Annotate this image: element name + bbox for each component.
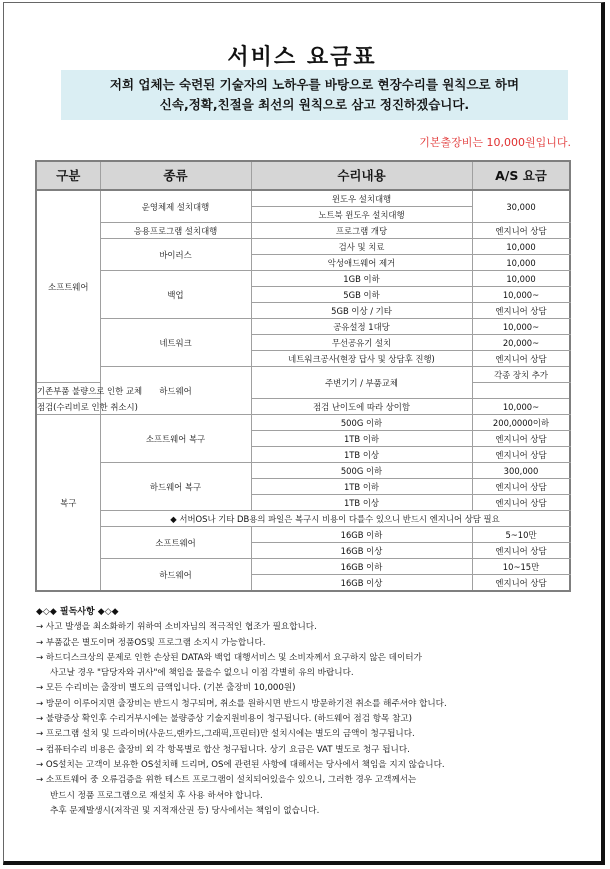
fee-cell: 10~15만 <box>472 559 570 575</box>
banner-line: 저희 업체는 숙련된 기술자의 노하우를 바탕으로 현장수리를 원칙으로 하며 <box>109 77 520 92</box>
fee-cell: 엔지니어 상담 <box>472 495 570 511</box>
type-cell: 백업 <box>100 271 251 319</box>
note-line: → 소프트웨어 중 오류검증을 위한 테스트 프로그램이 설치되어있을수 있으니, 그러한 경우 고객께서는 <box>36 775 417 786</box>
note-line: → 사고 발생을 최소화하기 위하여 소비자님의 적극적인 협조가 필요합니다. <box>36 622 317 633</box>
note-line: 사고날 경우 "담당자와 귀사"에 책임을 물을수 없으니 이점 각별히 유의 바랍니다. <box>50 668 354 679</box>
header-content: 수리내용 <box>251 161 472 190</box>
section-recovery: 복구 <box>36 415 100 592</box>
table-row <box>36 463 570 479</box>
note-line: → 프로그램 설치 및 드라이버(사운드,랜카드,그래픽,프린터)만 설치시에는 별도의 금액이 청구됩니다. <box>36 729 415 740</box>
header-category: 구분 <box>36 161 100 190</box>
banner-line: 신속,정확,친절을 최선의 원칙으로 삼고 정진하겠습니다. <box>159 97 470 112</box>
fee-cell: 30,000 <box>472 190 570 223</box>
content-cell: 프로그램 개당 <box>251 223 472 239</box>
table-row <box>36 223 570 239</box>
fee-cell: 10,000~ <box>472 287 570 303</box>
fee-cell: 엔지니어 상담 <box>472 575 570 592</box>
page-title: 서비스 요금표 <box>227 45 377 70</box>
note-line: → 하드디스크상의 문제로 인한 손상된 DATA와 백업 대행서비스 및 소비자께서 요구하지 않은 데이터가 <box>36 652 422 663</box>
type-cell: 응용프로그램 설치대행 <box>100 223 251 239</box>
content-cell: 1TB 이상 <box>251 447 472 463</box>
type-cell: 하드웨어 복구 <box>100 463 251 511</box>
fee-cell: 10,000 <box>472 255 570 271</box>
table-header-row <box>36 161 570 190</box>
table-row <box>36 367 570 383</box>
type-cell: 소프트웨어 복구 <box>100 415 251 463</box>
note-line: → 방문이 이루어지면 출장비는 반드시 청구되며, 취소를 원하시면 반드시 방문하기전 취소를 해주셔야 합니다. <box>36 698 447 709</box>
header-fee: A/S 요금 <box>472 161 570 190</box>
content-cell: 1TB 이하 <box>251 479 472 495</box>
table-row <box>36 319 570 335</box>
table-row <box>36 190 570 207</box>
table-row <box>36 239 570 255</box>
price-table <box>35 160 571 592</box>
table-row <box>36 559 570 575</box>
type-cell: 하드웨어 <box>100 559 251 592</box>
type-cell: 점검(수리비로 인한 취소시) <box>36 399 100 415</box>
fee-cell: 엔지니어 상담 <box>472 303 570 319</box>
note-line: 반드시 정품 프로그램으로 재설치 후 사용 하셔야 합니다. <box>50 790 263 801</box>
type-cell: 운영체제 설치대행 <box>100 190 251 223</box>
fee-cell: 엔지니어 상담 <box>472 543 570 559</box>
content-cell: 16GB 이상 <box>251 575 472 592</box>
table-row <box>36 415 570 431</box>
content-cell: 네트워크공사(현장 답사 및 상담후 진행) <box>251 351 472 367</box>
notes-section <box>36 605 576 819</box>
type-cell: 바이러스 <box>100 239 251 271</box>
note-line: → 불량증상 확인후 수리거부시에는 불량증상 기술지원비용이 청구됩니다. (하드웨어 점검 항목 참고) <box>36 714 413 725</box>
fee-cell: 엔지니어 상담 <box>472 479 570 495</box>
fee-cell: 10,000 <box>472 239 570 255</box>
note-line: → 부품값은 별도이며 정품OS및 프로그램 소지시 가능합니다. <box>36 637 266 648</box>
content-cell: 검사 및 치료 <box>251 239 472 255</box>
content-cell: 1TB 이상 <box>251 495 472 511</box>
fee-cell: 20,000~ <box>472 335 570 351</box>
note-line: → 모든 수리비는 출장비 별도의 금액입니다. (기본 출장비 10,000원) <box>36 683 296 694</box>
content-cell: 16GB 이상 <box>251 543 472 559</box>
note-line: → OS설치는 고객이 보유한 OS설치해 드리며, OS에 관련된 사항에 대해서는 당사에서 책임을 지지 않습니다. <box>36 759 445 770</box>
fee-cell: 10,000 <box>472 271 570 287</box>
table-row <box>36 511 570 527</box>
fee-cell: 300,000 <box>472 463 570 479</box>
section-software: 소프트웨어 <box>36 190 100 383</box>
type-cell: 주변기기 / 부품교체 <box>251 367 472 399</box>
content-cell: 점검 난이도에 따라 상이함 <box>251 399 472 415</box>
content-cell: 500G 이하 <box>251 415 472 431</box>
content-cell: 1GB 이하 <box>251 271 472 287</box>
content-cell: 공유설정 1대당 <box>251 319 472 335</box>
fee-cell: 5~10만 <box>472 527 570 543</box>
content-cell: 각종 장치 추가 <box>472 367 570 383</box>
header-type: 종류 <box>100 161 251 190</box>
content-cell: 노트북 윈도우 설치대행 <box>251 207 472 223</box>
type-cell: 소프트웨어 <box>100 527 251 559</box>
base-fee-notice: 기본출장비는 10,000원입니다. <box>419 136 571 149</box>
fee-cell: 엔지니어 상담 <box>472 431 570 447</box>
fee-cell: 엔지니어 상담 <box>472 223 570 239</box>
fee-cell: 10,000~ <box>472 399 570 415</box>
type-cell: 네트워크 <box>100 319 251 367</box>
section-hardware: 하드웨어 <box>100 367 251 415</box>
content-cell: 5GB 이상 / 기타 <box>251 303 472 319</box>
intro-banner <box>61 70 568 120</box>
fee-cell: 10,000~ <box>472 319 570 335</box>
fee-cell: 엔지니어 상담 <box>472 447 570 463</box>
content-cell: 16GB 이하 <box>251 559 472 575</box>
content-cell: 1TB 이하 <box>251 431 472 447</box>
notes-header: ◆◇◆ 필독사항 ◆◇◆ <box>36 607 119 617</box>
note-line: → 컴퓨터수리 비용은 출장비 외 각 항목별로 합산 청구됩니다. 상기 요금은 VAT 별도로 청구 됩니다. <box>36 744 410 755</box>
content-cell: 500G 이하 <box>251 463 472 479</box>
content-cell: 기존부품 불량으로 인한 교체 <box>36 383 100 399</box>
fee-cell: 엔지니어 상담 <box>472 351 570 367</box>
recovery-notice: ◆ 서버OS나 기타 DB용의 파일은 복구시 비용이 다를수 있으니 반드시 엔지니어 상담 필요 <box>100 511 570 527</box>
fee-cell: 200,0000이하 <box>472 415 570 431</box>
content-cell: 윈도우 설치대행 <box>251 190 472 207</box>
table-row <box>36 271 570 287</box>
content-cell: 무선공유기 설치 <box>251 335 472 351</box>
content-cell: 5GB 이하 <box>251 287 472 303</box>
content-cell: 악성애드웨어 제거 <box>251 255 472 271</box>
content-cell: 16GB 이하 <box>251 527 472 543</box>
table-row <box>36 527 570 543</box>
note-line: 추후 문제발생시(저작권 및 지적재산권 등) 당사에서는 책임이 없습니다. <box>50 805 320 816</box>
